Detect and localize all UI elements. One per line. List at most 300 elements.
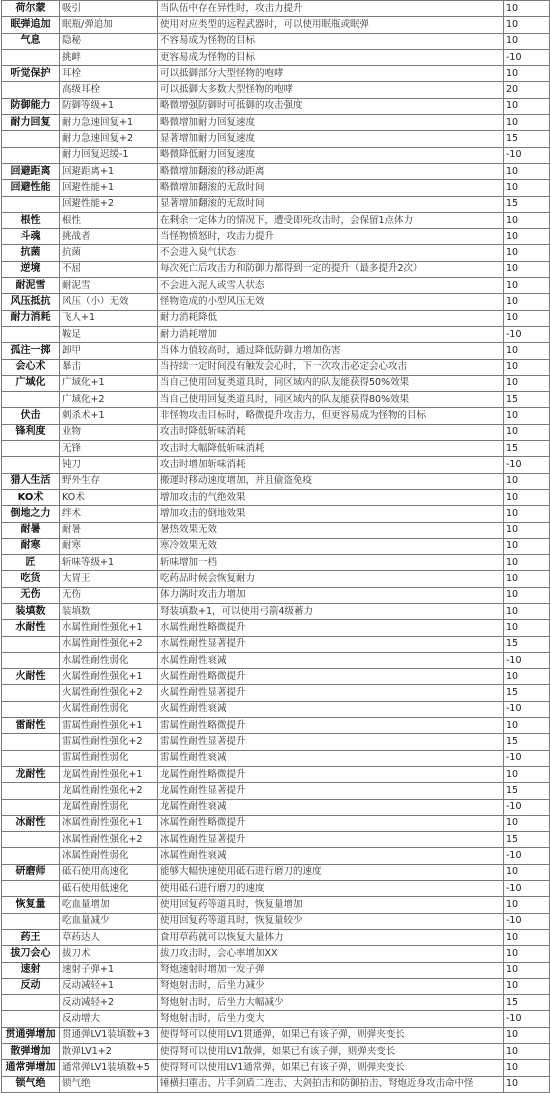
table-row bbox=[2, 17, 550, 33]
table-row bbox=[2, 555, 550, 571]
skill-name-cell bbox=[2, 326, 60, 342]
table-row bbox=[2, 408, 550, 424]
table-row bbox=[2, 506, 550, 522]
points-cell: 10 bbox=[504, 946, 550, 962]
effect-name-cell: 卸甲 bbox=[60, 343, 158, 359]
table-row bbox=[2, 652, 550, 668]
points-cell: 10 bbox=[504, 978, 550, 994]
description-cell: 龙属性耐性显著提升 bbox=[158, 783, 504, 799]
effect-name-cell: 回避性能+2 bbox=[60, 196, 158, 212]
effect-name-cell: 砥石使用高速化 bbox=[60, 864, 158, 880]
table-row bbox=[2, 538, 550, 554]
skill-name-cell bbox=[2, 881, 60, 897]
table-row bbox=[2, 978, 550, 994]
effect-name-cell: 暴击 bbox=[60, 359, 158, 375]
description-cell: 耐力消耗增加 bbox=[158, 326, 504, 342]
skill-table-body bbox=[2, 1, 550, 1093]
effect-name-cell: 草药达人 bbox=[60, 929, 158, 945]
description-cell: 锤横扫重击、片手剑盾二连击、大剑拍击和防御拍击、弩炮近身攻击命中怪 bbox=[158, 1076, 504, 1092]
effect-name-cell: 绊术 bbox=[60, 506, 158, 522]
effect-name-cell: 水属性耐性强化+2 bbox=[60, 636, 158, 652]
skill-name-cell: 眠弹追加 bbox=[2, 17, 60, 33]
points-cell: 15 bbox=[504, 196, 550, 212]
effect-name-cell: 野外生存 bbox=[60, 473, 158, 489]
table-row bbox=[2, 1044, 550, 1060]
points-cell: 10 bbox=[504, 33, 550, 49]
points-cell: 10 bbox=[504, 864, 550, 880]
skill-name-cell bbox=[2, 196, 60, 212]
points-cell: 10 bbox=[504, 603, 550, 619]
table-row bbox=[2, 587, 550, 603]
skill-name-cell: 锋利度 bbox=[2, 424, 60, 440]
description-cell: 龙属性耐性衰减 bbox=[158, 799, 504, 815]
points-cell: 10 bbox=[504, 1027, 550, 1043]
points-cell: 15 bbox=[504, 995, 550, 1011]
skill-name-cell: 锁气绝 bbox=[2, 1076, 60, 1092]
table-row bbox=[2, 278, 550, 294]
skill-name-cell bbox=[2, 131, 60, 147]
table-row bbox=[2, 1, 550, 17]
points-cell: -10 bbox=[504, 326, 550, 342]
skill-name-cell bbox=[2, 783, 60, 799]
effect-name-cell: 钝刀 bbox=[60, 457, 158, 473]
description-cell: 不会进入泥人或雪人状态 bbox=[158, 278, 504, 294]
points-cell: 10 bbox=[504, 1044, 550, 1060]
effect-name-cell: 速射子弹+1 bbox=[60, 962, 158, 978]
skill-name-cell bbox=[2, 799, 60, 815]
description-cell: 使得弩可以使用LV1贯通弹，如果已有该子弹，则弹夹变长 bbox=[158, 1027, 504, 1043]
description-cell: 在剩余一定体力的情况下，遭受即死攻击时，会保留1点体力 bbox=[158, 212, 504, 228]
effect-name-cell: 吃血量减少 bbox=[60, 913, 158, 929]
points-cell: 10 bbox=[504, 343, 550, 359]
description-cell: 食用草药就可以恢复大量体力 bbox=[158, 929, 504, 945]
description-cell: 当体力值较高时，通过降低防御力增加伤害 bbox=[158, 343, 504, 359]
description-cell: 显著增加耐力回复速度 bbox=[158, 131, 504, 147]
effect-name-cell: 耐泥雪 bbox=[60, 278, 158, 294]
points-cell: -10 bbox=[504, 49, 550, 65]
description-cell: 水属性耐性显著提升 bbox=[158, 636, 504, 652]
table-row bbox=[2, 864, 550, 880]
description-cell: 弩装填数+1，可以使用弓箭4级蓄力 bbox=[158, 603, 504, 619]
points-cell: 15 bbox=[504, 685, 550, 701]
skill-name-cell bbox=[2, 1011, 60, 1027]
effect-name-cell: 吃血量增加 bbox=[60, 897, 158, 913]
points-cell: 10 bbox=[504, 1076, 550, 1092]
skill-name-cell bbox=[2, 147, 60, 163]
table-row bbox=[2, 913, 550, 929]
skill-name-cell: 猎人生活 bbox=[2, 473, 60, 489]
skill-name-cell: 通常弹增加 bbox=[2, 1060, 60, 1076]
effect-name-cell: 斩味等级+1 bbox=[60, 555, 158, 571]
skill-name-cell: 装填数 bbox=[2, 603, 60, 619]
description-cell: 略微增加耐力回复速度 bbox=[158, 115, 504, 131]
points-cell: 10 bbox=[504, 212, 550, 228]
table-row bbox=[2, 718, 550, 734]
points-cell: 10 bbox=[504, 669, 550, 685]
description-cell: 斩味增加一档 bbox=[158, 555, 504, 571]
points-cell: 10 bbox=[504, 587, 550, 603]
effect-name-cell: KO术 bbox=[60, 489, 158, 505]
points-cell: -10 bbox=[504, 750, 550, 766]
points-cell: 10 bbox=[504, 1060, 550, 1076]
effect-name-cell: 散弹LV1+2 bbox=[60, 1044, 158, 1060]
description-cell: 体力满时攻击力增加 bbox=[158, 587, 504, 603]
effect-name-cell: 耐力急速回复+2 bbox=[60, 131, 158, 147]
skill-name-cell: 会心术 bbox=[2, 359, 60, 375]
effect-name-cell: 鞍足 bbox=[60, 326, 158, 342]
skill-name-cell: 水耐性 bbox=[2, 620, 60, 636]
skill-name-cell: 耐泥雪 bbox=[2, 278, 60, 294]
table-row bbox=[2, 995, 550, 1011]
points-cell: 20 bbox=[504, 82, 550, 98]
table-row bbox=[2, 832, 550, 848]
skill-name-cell: 无伤 bbox=[2, 587, 60, 603]
description-cell: 冰属性耐性衰减 bbox=[158, 848, 504, 864]
table-row bbox=[2, 571, 550, 587]
points-cell: 10 bbox=[504, 408, 550, 424]
description-cell: 可以抵御大多数大型怪物的咆哮 bbox=[158, 82, 504, 98]
table-row bbox=[2, 196, 550, 212]
effect-name-cell: 冰属性耐性强化+2 bbox=[60, 832, 158, 848]
skill-name-cell: 冰耐性 bbox=[2, 815, 60, 831]
table-row bbox=[2, 783, 550, 799]
description-cell: 当队伍中存在异性时，攻击力提升 bbox=[158, 1, 504, 17]
description-cell: 略微增加翻滚的移动距离 bbox=[158, 163, 504, 179]
effect-name-cell: 回避性能+1 bbox=[60, 180, 158, 196]
effect-name-cell: 耐寒 bbox=[60, 538, 158, 554]
table-row bbox=[2, 441, 550, 457]
effect-name-cell: 雷属性耐性强化+1 bbox=[60, 718, 158, 734]
skill-name-cell: 听觉保护 bbox=[2, 66, 60, 82]
skill-name-cell: 抗菌 bbox=[2, 245, 60, 261]
skill-name-cell: 吃货 bbox=[2, 571, 60, 587]
description-cell: 攻击时降低斩味消耗 bbox=[158, 424, 504, 440]
table-row bbox=[2, 897, 550, 913]
table-row bbox=[2, 473, 550, 489]
effect-name-cell: 眠瓶/弹追加 bbox=[60, 17, 158, 33]
effect-name-cell: 龙属性耐性强化+2 bbox=[60, 783, 158, 799]
effect-name-cell: 贯通弹LV1装填数+3 bbox=[60, 1027, 158, 1043]
description-cell: 当怪物愤怒时，攻击力提升 bbox=[158, 229, 504, 245]
points-cell: 10 bbox=[504, 294, 550, 310]
skill-name-cell: 回避距离 bbox=[2, 163, 60, 179]
effect-name-cell: 耳栓 bbox=[60, 66, 158, 82]
effect-name-cell: 根性 bbox=[60, 212, 158, 228]
points-cell: 10 bbox=[504, 962, 550, 978]
skill-name-cell: 耐暑 bbox=[2, 522, 60, 538]
table-row bbox=[2, 1011, 550, 1027]
description-cell: 弩炮速射时增加一发子弹 bbox=[158, 962, 504, 978]
skill-name-cell: 匠 bbox=[2, 555, 60, 571]
points-cell: 10 bbox=[504, 245, 550, 261]
description-cell: 使用对应类型的远程武器时，可以使用眠瓶或眠弹 bbox=[158, 17, 504, 33]
skill-name-cell: 孤注一掷 bbox=[2, 343, 60, 359]
skill-name-cell: 防御能力 bbox=[2, 98, 60, 114]
skill-name-cell: 拔刀会心 bbox=[2, 946, 60, 962]
points-cell: 10 bbox=[504, 718, 550, 734]
effect-name-cell: 火属性耐性弱化 bbox=[60, 701, 158, 717]
skill-name-cell: 耐力消耗 bbox=[2, 310, 60, 326]
skill-name-cell bbox=[2, 457, 60, 473]
effect-name-cell: 广域化+1 bbox=[60, 375, 158, 391]
description-cell: 非怪物攻击目标时，略微提升攻击力，但更容易成为怪物的目标 bbox=[158, 408, 504, 424]
table-row bbox=[2, 1027, 550, 1043]
table-row bbox=[2, 343, 550, 359]
description-cell: 能够大幅快速使用砥石进行磨刀的速度 bbox=[158, 864, 504, 880]
effect-name-cell: 砥石使用低速化 bbox=[60, 881, 158, 897]
effect-name-cell: 挑战者 bbox=[60, 229, 158, 245]
table-row bbox=[2, 294, 550, 310]
effect-name-cell: 广域化+2 bbox=[60, 392, 158, 408]
description-cell: 耐力消耗降低 bbox=[158, 310, 504, 326]
points-cell: 10 bbox=[504, 229, 550, 245]
table-row bbox=[2, 636, 550, 652]
skill-name-cell: 药王 bbox=[2, 929, 60, 945]
description-cell: 使用回复药等道具时，恢复量较少 bbox=[158, 913, 504, 929]
points-cell: 15 bbox=[504, 734, 550, 750]
skill-name-cell bbox=[2, 392, 60, 408]
effect-name-cell: 耐力急速回复+1 bbox=[60, 115, 158, 131]
table-row bbox=[2, 245, 550, 261]
effect-name-cell: 冰属性耐性弱化 bbox=[60, 848, 158, 864]
table-row bbox=[2, 881, 550, 897]
table-row bbox=[2, 750, 550, 766]
skill-name-cell bbox=[2, 652, 60, 668]
points-cell: 10 bbox=[504, 473, 550, 489]
skill-name-cell bbox=[2, 441, 60, 457]
effect-name-cell: 水属性耐性弱化 bbox=[60, 652, 158, 668]
description-cell: 略微降低耐力回复速度 bbox=[158, 147, 504, 163]
skill-name-cell: 散弹增加 bbox=[2, 1044, 60, 1060]
effect-name-cell: 吸引 bbox=[60, 1, 158, 17]
description-cell: 略微增加翻滚的无敌时间 bbox=[158, 180, 504, 196]
points-cell: 10 bbox=[504, 98, 550, 114]
skill-name-cell: 龙耐性 bbox=[2, 766, 60, 782]
points-cell: 15 bbox=[504, 783, 550, 799]
points-cell: -10 bbox=[504, 913, 550, 929]
table-row bbox=[2, 848, 550, 864]
description-cell: 使用回复药等道具时，恢复量增加 bbox=[158, 897, 504, 913]
table-row bbox=[2, 685, 550, 701]
table-row bbox=[2, 489, 550, 505]
skill-name-cell bbox=[2, 750, 60, 766]
description-cell: 略微增强防御时可抵御的攻击强度 bbox=[158, 98, 504, 114]
skill-name-cell: 伏击 bbox=[2, 408, 60, 424]
points-cell: 10 bbox=[504, 571, 550, 587]
effect-name-cell: 风压（小）无效 bbox=[60, 294, 158, 310]
table-row bbox=[2, 766, 550, 782]
table-row bbox=[2, 33, 550, 49]
points-cell: -10 bbox=[504, 1011, 550, 1027]
skill-name-cell bbox=[2, 685, 60, 701]
table-row bbox=[2, 147, 550, 163]
table-row bbox=[2, 180, 550, 196]
skill-table bbox=[1, 0, 550, 1093]
skill-name-cell: KO术 bbox=[2, 489, 60, 505]
points-cell: 10 bbox=[504, 489, 550, 505]
skill-name-cell bbox=[2, 832, 60, 848]
effect-name-cell: 通常弹LV1装填数+5 bbox=[60, 1060, 158, 1076]
description-cell: 搬運时移动速度增加，并且偷盗免疫 bbox=[158, 473, 504, 489]
effect-name-cell: 高级耳栓 bbox=[60, 82, 158, 98]
description-cell: 当持续一定时间没有触发会心时，下一次攻击必定会心攻击 bbox=[158, 359, 504, 375]
table-row bbox=[2, 392, 550, 408]
description-cell: 增加攻击的倒地效果 bbox=[158, 506, 504, 522]
description-cell: 拔刀攻击时，会心率增加XX bbox=[158, 946, 504, 962]
description-cell: 雷属性耐性衰减 bbox=[158, 750, 504, 766]
effect-name-cell: 不屈 bbox=[60, 261, 158, 277]
points-cell: 10 bbox=[504, 1, 550, 17]
points-cell: 10 bbox=[504, 815, 550, 831]
effect-name-cell: 水属性耐性强化+1 bbox=[60, 620, 158, 636]
effect-name-cell: 雷属性耐性强化+2 bbox=[60, 734, 158, 750]
table-row bbox=[2, 212, 550, 228]
description-cell: 使得弩可以使用LV1散弹，如果已有该子弹，则弹夹变长 bbox=[158, 1044, 504, 1060]
description-cell: 火属性耐性略微提升 bbox=[158, 669, 504, 685]
skill-name-cell bbox=[2, 701, 60, 717]
skill-name-cell: 恢复量 bbox=[2, 897, 60, 913]
table-row bbox=[2, 310, 550, 326]
points-cell: 10 bbox=[504, 929, 550, 945]
skill-name-cell: 倒地之力 bbox=[2, 506, 60, 522]
description-cell: 吃药品时候会恢复耐力 bbox=[158, 571, 504, 587]
description-cell: 冰属性耐性显著提升 bbox=[158, 832, 504, 848]
skill-name-cell: 逆境 bbox=[2, 261, 60, 277]
table-row bbox=[2, 734, 550, 750]
skill-name-cell: 火耐性 bbox=[2, 669, 60, 685]
skill-name-cell: 耐力回复 bbox=[2, 115, 60, 131]
points-cell: 10 bbox=[504, 555, 550, 571]
points-cell: -10 bbox=[504, 701, 550, 717]
points-cell: -10 bbox=[504, 848, 550, 864]
skill-name-cell: 根性 bbox=[2, 212, 60, 228]
skill-name-cell: 气息 bbox=[2, 33, 60, 49]
skill-name-cell: 研磨师 bbox=[2, 864, 60, 880]
skill-name-cell: 荷尔蒙 bbox=[2, 1, 60, 17]
description-cell: 弩炮射击时，后坐力大幅减少 bbox=[158, 995, 504, 1011]
table-row bbox=[2, 799, 550, 815]
effect-name-cell: 业物 bbox=[60, 424, 158, 440]
skill-name-cell bbox=[2, 734, 60, 750]
table-row bbox=[2, 962, 550, 978]
points-cell: -10 bbox=[504, 147, 550, 163]
points-cell: 15 bbox=[504, 832, 550, 848]
effect-name-cell: 刺杀术+1 bbox=[60, 408, 158, 424]
effect-name-cell: 龙属性耐性强化+1 bbox=[60, 766, 158, 782]
points-cell: -10 bbox=[504, 652, 550, 668]
table-row bbox=[2, 457, 550, 473]
table-row bbox=[2, 522, 550, 538]
skill-name-cell bbox=[2, 848, 60, 864]
table-row bbox=[2, 229, 550, 245]
table-row bbox=[2, 98, 550, 114]
description-cell: 每次死亡后攻击力和防御力都得到一定的提升（最多提升2次） bbox=[158, 261, 504, 277]
effect-name-cell: 反动减轻+1 bbox=[60, 978, 158, 994]
effect-name-cell: 龙属性耐性弱化 bbox=[60, 799, 158, 815]
table-row bbox=[2, 1060, 550, 1076]
effect-name-cell: 耐暑 bbox=[60, 522, 158, 538]
description-cell: 火属性耐性显著提升 bbox=[158, 685, 504, 701]
points-cell: -10 bbox=[504, 457, 550, 473]
description-cell: 显著增加翻滚的无敌时间 bbox=[158, 196, 504, 212]
table-row bbox=[2, 929, 550, 945]
description-cell: 当自己使用回复类道具时，同区域内的队友能获得80%效果 bbox=[158, 392, 504, 408]
points-cell: 10 bbox=[504, 620, 550, 636]
points-cell: 10 bbox=[504, 66, 550, 82]
points-cell: 10 bbox=[504, 538, 550, 554]
table-row bbox=[2, 375, 550, 391]
skill-name-cell bbox=[2, 995, 60, 1011]
skill-name-cell bbox=[2, 913, 60, 929]
description-cell: 暑热效果无效 bbox=[158, 522, 504, 538]
effect-name-cell: 挑衅 bbox=[60, 49, 158, 65]
effect-name-cell: 飞人+1 bbox=[60, 310, 158, 326]
description-cell: 增加攻击的气绝效果 bbox=[158, 489, 504, 505]
points-cell: 10 bbox=[504, 17, 550, 33]
effect-name-cell: 抗菌 bbox=[60, 245, 158, 261]
table-row bbox=[2, 326, 550, 342]
points-cell: 10 bbox=[504, 310, 550, 326]
points-cell: 10 bbox=[504, 897, 550, 913]
points-cell: 10 bbox=[504, 163, 550, 179]
table-row bbox=[2, 946, 550, 962]
effect-name-cell: 反动减轻+2 bbox=[60, 995, 158, 1011]
table-row bbox=[2, 1076, 550, 1092]
points-cell: 10 bbox=[504, 424, 550, 440]
description-cell: 寒冷效果无效 bbox=[158, 538, 504, 554]
description-cell: 水属性耐性衰减 bbox=[158, 652, 504, 668]
points-cell: 10 bbox=[504, 278, 550, 294]
points-cell: 10 bbox=[504, 766, 550, 782]
skill-name-cell: 速射 bbox=[2, 962, 60, 978]
description-cell: 怪物造成的小型风压无效 bbox=[158, 294, 504, 310]
skill-name-cell: 耐寒 bbox=[2, 538, 60, 554]
skill-name-cell bbox=[2, 82, 60, 98]
points-cell: 10 bbox=[504, 522, 550, 538]
points-cell: 15 bbox=[504, 131, 550, 147]
points-cell: -10 bbox=[504, 881, 550, 897]
effect-name-cell: 冰属性耐性强化+1 bbox=[60, 815, 158, 831]
effect-name-cell: 锁气绝 bbox=[60, 1076, 158, 1092]
table-row bbox=[2, 163, 550, 179]
effect-name-cell: 火属性耐性强化+1 bbox=[60, 669, 158, 685]
table-row bbox=[2, 131, 550, 147]
table-row bbox=[2, 261, 550, 277]
table-row bbox=[2, 815, 550, 831]
description-cell: 攻击时大幅降低斩味消耗 bbox=[158, 441, 504, 457]
points-cell: 10 bbox=[504, 261, 550, 277]
table-row bbox=[2, 82, 550, 98]
effect-name-cell: 装填数 bbox=[60, 603, 158, 619]
description-cell: 雷属性耐性略微提升 bbox=[158, 718, 504, 734]
description-cell: 雷属性耐性显著提升 bbox=[158, 734, 504, 750]
description-cell: 当自己使用回复类道具时，同区域内的队友能获得50%效果 bbox=[158, 375, 504, 391]
points-cell: 10 bbox=[504, 506, 550, 522]
skill-name-cell: 斗魂 bbox=[2, 229, 60, 245]
skill-name-cell: 雷耐性 bbox=[2, 718, 60, 734]
description-cell: 使得弩可以使用LV1通常弹，如果已有该子弹，则弹夹变长 bbox=[158, 1060, 504, 1076]
skill-name-cell: 反动 bbox=[2, 978, 60, 994]
points-cell: -10 bbox=[504, 799, 550, 815]
description-cell: 不容易成为怪物的目标 bbox=[158, 33, 504, 49]
effect-name-cell: 耐力回复迟缓-1 bbox=[60, 147, 158, 163]
table-row bbox=[2, 115, 550, 131]
effect-name-cell: 防御等级+1 bbox=[60, 98, 158, 114]
effect-name-cell: 隐秘 bbox=[60, 33, 158, 49]
description-cell: 更容易成为怪物的目标 bbox=[158, 49, 504, 65]
effect-name-cell: 拔刀术 bbox=[60, 946, 158, 962]
points-cell: 10 bbox=[504, 375, 550, 391]
